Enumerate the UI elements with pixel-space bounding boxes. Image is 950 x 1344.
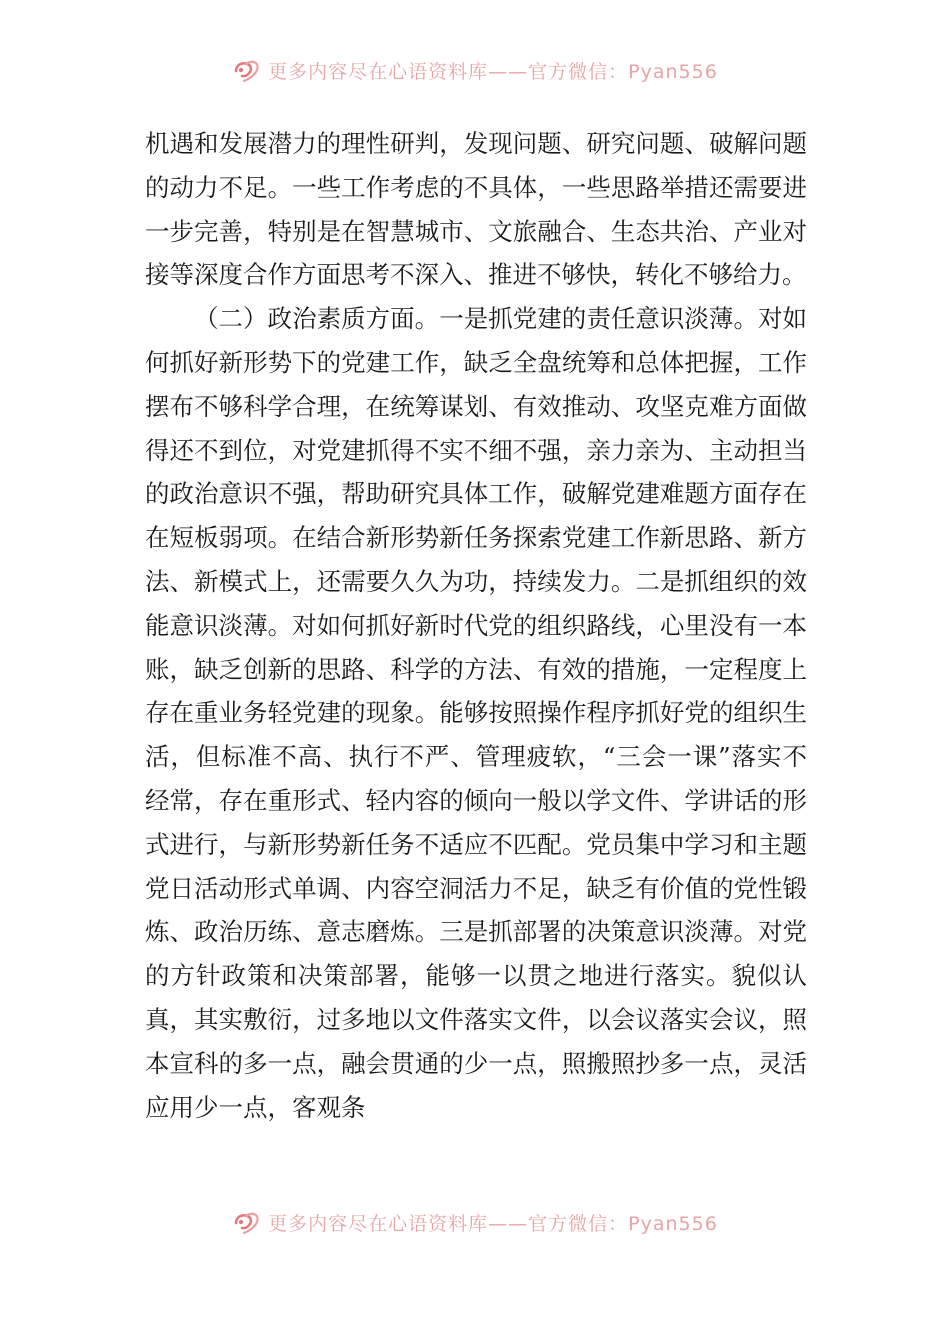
watermark-text: 更多内容尽在心语资料库——官方微信：Pyan556: [268, 1212, 718, 1235]
watermark-logo-icon: [232, 1209, 262, 1235]
watermark-text: 更多内容尽在心语资料库——官方微信：Pyan556: [268, 60, 718, 83]
footer-watermark: [0, 1202, 950, 1242]
document-body: [145, 122, 807, 1129]
header-watermark: [0, 50, 950, 90]
watermark-logo-icon: [232, 57, 262, 83]
paragraph-continuation: 机遇和发展潜力的理性研判，发现问题、研究问题、破解问题的动力不足。一些工作考虑的不具体，一些思路举措还需要进一步完善，特别是在智慧城市、文旅融合、生态共治、产业对接等深度合作方面思考不深入、推进不够快，转化不够给力。: [145, 129, 807, 290]
paragraph-political-quality: （二）政治素质方面。一是抓党建的责任意识淡薄。对如何抓好新形势下的党建工作，缺乏全盘统筹和总体把握，工作摆布不够科学合理，在统筹谋划、有效推动、攻坚克难方面做得还不到位，对党建抓得不实不细不强，亲力亲为、主动担当的政治意识不强，帮助研究具体工作，破解党建难题方面存在在短板弱项。在结合新形势新任务探索党建工作新思路、新方法、新模式上，还需要久久为功，持续发力。二是抓组织的效能意识淡薄。对如何抓好新时代党的组织路线，心里没有一本账，缺乏创新的思路、科学的方法、有效的措施，一定程度上存在重业务轻党建的现象。能够按照操作程序抓好党的组织生活，但标准不高、执行不严、管理疲软，“三会一课”落实不经常，存在重形式、轻内容的倾向一般以学文件、学讲话的形式进行，与新形势新任务不适应不匹配。党员集中学习和主题党日活动形式单调、内容空洞活力不足，缺乏有价值的党性锻炼、政治历练、意志磨炼。三是抓部署的决策意识淡薄。对党的方针政策和决策部署，能够一以贯之地进行落实。貌似认真，其实敷衍，过多地以文件落实文件，以会议落实会议，照本宣科的多一点，融会贯通的少一点，照搬照抄多一点，灵活应用少一点，客观条: [145, 304, 807, 1122]
